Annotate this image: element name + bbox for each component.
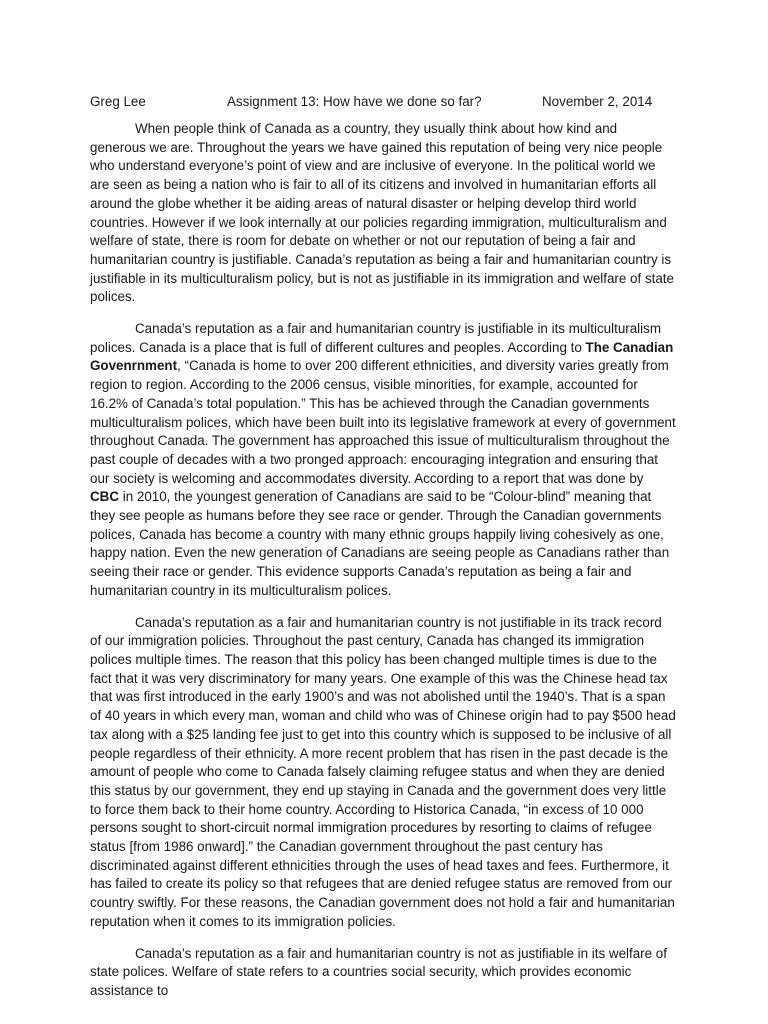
source-citation: CBC	[90, 489, 120, 505]
paragraph-text: , “Canada is home to over 200 different ethnicities, and diversity varies greatly from region to region. According to the 2006 census, visible minorities, for example, accounted for 16.2% of Canada’s total population.” This has be achieved through the Canadian governments multiculturalism polices, which have been built into its legislative framework at every of government throughout Canada. The government has approached this issue of multiculturalism throughout the past couple of decades with a two pronged approach: encouraging integration and ensuring that our society is welcoming and accommodates diversity. According to a report that was done by	[90, 358, 676, 486]
assignment-title: Assignment 13: How have we done so far?	[227, 94, 482, 109]
paragraph-welfare: Canada’s reputation as a fair and humanitarian country is not as justifiable in its welfare of state polices. Welfare of state refers to a countries social security, which provides economic assistance to	[90, 945, 667, 998]
paragraph-introduction: When people think of Canada as a country, they usually think about how kind and generous we are. Throughout the years we have gained this reputation of being very nice people who understand everyone’s point of view and are inclusive of everyone. In the political world we are seen as being a nation who is fair to all of its citizens and involved in humanitarian efforts all around the globe whether it be aiding areas of natural disaster or helping develop third world countries. However if we look internally at our policies regarding immigration, multiculturalism and welfare of state, there is room for debate on whether or not our reputation of being a fair and humanitarian country is justifiable. Canada’s reputation as being a fair and humanitarian country is justifiable in its multiculturalism policy, but is not as justifiable in its immigration and welfare of state polices.	[90, 121, 674, 305]
paragraph-text: in 2010, the youngest generation of Canadians are said to be “Colour-blind” meaning that they see people as humans before they see race or gender. Through the Canadian governments polices, Canada has become a country with many ethnic groups happily living cohesively as one, happy nation. Even the new generation of Canadians are seeing people as Canadians rather than seeing their race or gender. This evidence supports Canada’s reputation as being a fair and humanitarian country in its multiculturalism polices.	[90, 489, 670, 598]
paragraph-text: Canada’s reputation as a fair and humanitarian country is justifiable in its multiculturalism polices. Canada is a place that is full of different cultures and peoples. According to	[90, 321, 661, 355]
document-header	[90, 92, 680, 112]
author-name: Greg Lee	[90, 94, 146, 109]
source-citation: The Canadian Govenrnment	[90, 339, 674, 374]
document-body	[90, 120, 676, 1001]
paragraph-multiculturalism	[90, 320, 676, 601]
paragraph-immigration: Canada’s reputation as a fair and humanitarian country is not justifiable in its track record of our immigration policies. Throughout the past century, Canada has changed its immigration polices multiple times. The reason that this policy has been changed multiple times is due to the fact that it was very discriminatory for many years. One example of this was the Chinese head tax that was first introduced in the early 1900’s and was not abolished until the 1940’s. That is a span of 40 years in which every man, woman and child who was of Chinese origin had to pay $500 head tax along with a $25 landing fee just to get into this country which is supposed to be inclusive of all people regardless of their ethnicity. A more recent problem that has risen in the past decade is the amount of people who come to Canada falsely claiming refugee status and when they are denied this status by our government, they end up staying in Canada and the government does very little to force them back to their home country. According to Historica Canada, “in excess of 10 000 persons sought to short-circuit normal immigration procedures by resorting to claims of refugee status [from 1986 onward].” the Canadian government throughout the past century has discriminated against different ethnicities through the uses of head taxes and fees. Furthermore, it has failed to create its policy so that refugees that are denied refugee status are removed from our country swiftly. For these reasons, the Canadian government does not hold a fair and humanitarian reputation when it comes to its immigration policies.	[90, 614, 676, 929]
document-date: November 2, 2014	[542, 94, 653, 109]
